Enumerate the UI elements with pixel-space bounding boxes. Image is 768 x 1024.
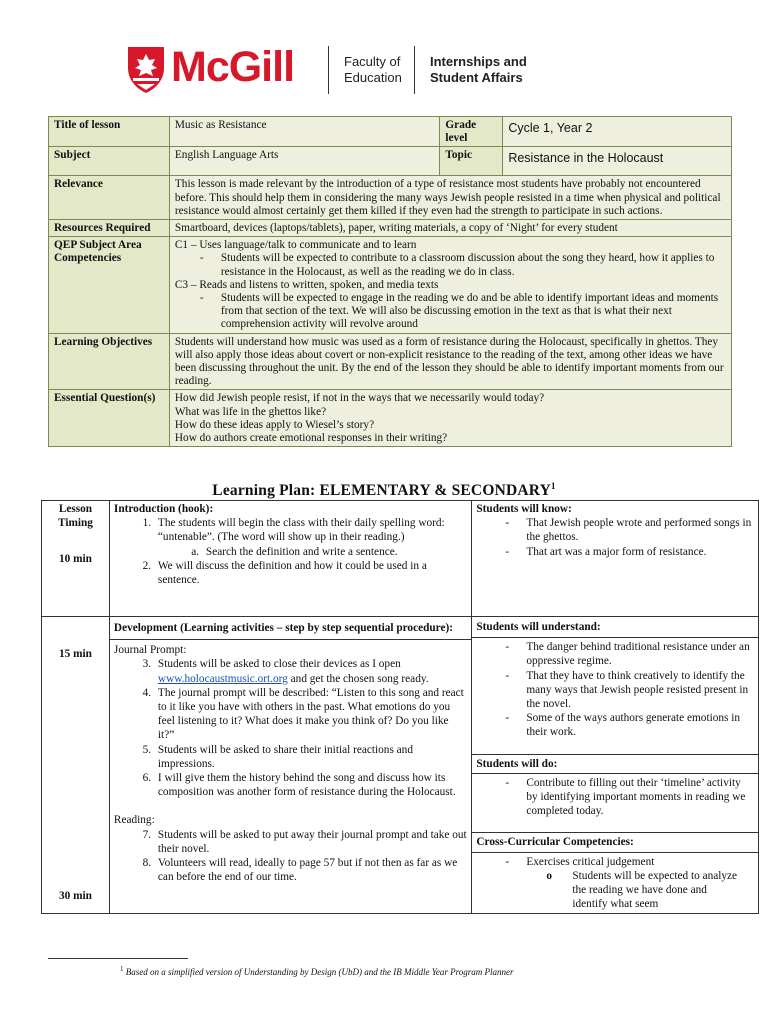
header-divider (414, 46, 415, 94)
ccc-header: Cross-Curricular Competencies: (476, 836, 634, 849)
qep-c3: C3 – Reads and listens to written, spoken, and media texts (174, 278, 439, 291)
understand-item: - The danger behind traditional resistance under an oppressive regime. (526, 640, 754, 668)
grade-value: Cycle 1, Year 2 (503, 117, 732, 147)
topic-label: Topic (440, 147, 503, 176)
questions-value (169, 390, 731, 447)
know-item: - That art was a major form of resistance. (526, 545, 754, 559)
dev-item: 6. I will give them the history behind the song and discuss how its composition was another form of resistance during the Holocaust. (154, 771, 467, 799)
resources-value: Smartboard, devices (laptops/tablets), paper, writing materials, a copy of ‘Night’ for every student (169, 220, 731, 237)
footnote-marker: 1 (551, 481, 556, 491)
know-header: Students will know: (476, 503, 572, 515)
timing-header: Lesson Timing 10 min (42, 501, 110, 617)
faculty-name: Faculty of Education (344, 54, 402, 85)
relevance-value: This lesson is made relevant by the introduction of a type of resistance most students have probably not encountered before. This should help them in considering the many ways Jewish people resisted in a time when physical and political resistance would almost certainly get them killed if they even had the strength to participate in such actions. (169, 176, 731, 220)
question-item: How did Jewish people resist, if not in the ways that we necessarily would today? (174, 392, 545, 405)
understand-item: - That they have to think creatively to identify the many ways that Jewish people resisted present in the novel. (526, 669, 754, 712)
ccc-subitem: o Students will be expected to analyze the reading we have done and identify what seem (546, 869, 738, 911)
question-item: What was life in the ghettos like? (174, 405, 327, 418)
dev-item: 8. Volunteers will read, ideally to page 57 but if not then as far as we can before the end of our time. (154, 856, 467, 884)
page-header (0, 0, 768, 112)
know-cell (472, 501, 759, 617)
mcgill-logo-text: McGill (171, 43, 295, 91)
dev-time-15: 15 min (58, 648, 92, 660)
intro-item: 2. We will discuss the definition and how it could be used in a sentence. (154, 559, 467, 587)
learning-plan-title: Learning Plan: ELEMENTARY & SECONDARY$^1$ (212, 481, 556, 500)
dev-time-30: 30 min (58, 890, 92, 903)
intro-item: 1. The students will begin the class with their daily spelling word: “untenable”. (The word will show up in their reading.) a. Search the definition and write a sentence. (154, 516, 467, 559)
qep-label: QEP Subject Area Competencies (49, 237, 170, 333)
learning-plan-table (41, 500, 759, 914)
resources-label: Resources Required (49, 220, 170, 237)
dev-timing-cell (42, 617, 110, 914)
unit-name: Internships and Student Affairs (430, 54, 527, 85)
question-item: How do authors create emotional responses in their writing? (174, 432, 448, 445)
dev-item: 3. Students will be asked to close their devices as I open www.holocaustmusic.ort.org and get the chosen song ready. (154, 657, 467, 685)
title-label: Title of lesson (49, 117, 170, 147)
title-value: Music as Resistance (169, 117, 440, 147)
subject-label: Subject (49, 147, 170, 176)
reading-label: Reading: (113, 814, 155, 827)
header-divider (328, 46, 329, 94)
ccc-item: - Exercises critical judgement (526, 855, 754, 869)
relevance-label: Relevance (49, 176, 170, 220)
intro-header: Introduction (hook): (113, 503, 214, 515)
qep-c1-item: - Students will be expected to contribute to a classroom discussion about the song they heard, how it applies to resistance in the Holocaust, as well as the reading we do in class. (221, 252, 727, 278)
understand-header: Students will understand: (476, 621, 601, 633)
qep-value (169, 237, 731, 333)
do-item: - Contribute to filling out their ‘timeline’ activity by identifying important moments in reading we completed today. (526, 776, 754, 819)
do-header: Students will do: (476, 757, 558, 770)
topic-value: Resistance in the Holocaust (503, 147, 732, 176)
qep-c1: C1 – Uses language/talk to communicate and to learn (174, 239, 417, 252)
outcomes-cell (472, 617, 759, 914)
bullet-o-icon: o (546, 869, 553, 882)
dev-item: 5. Students will be asked to share their initial reactions and impressions. (154, 743, 467, 771)
qep-c3-item: - Students will be expected to engage in the reading we do and be able to identify important ideas and moments from that section of the text. We will also be discussing emotion in the text as that is what their next comprehension activity will revolve around (221, 292, 727, 332)
footnote-rule (48, 958, 188, 959)
questions-label: Essential Question(s) (49, 390, 170, 447)
intro-subitem: a. Search the definition and write a sentence. (202, 545, 467, 559)
question-item: How do these ideas apply to Wiesel’s story? (174, 418, 375, 431)
understand-item: - Some of the ways authors generate emotions in their work. (526, 711, 754, 739)
dev-item: 7. Students will be asked to put away their journal prompt and take out their novel. (154, 828, 467, 856)
grade-label: Grade level (440, 117, 503, 147)
know-item: - That Jewish people wrote and performed songs in the ghettos. (526, 516, 754, 544)
dev-header: Development (Learning activities – step by step sequential procedure): (113, 622, 454, 634)
journal-label: Journal Prompt: (113, 644, 187, 657)
intro-cell (109, 501, 471, 617)
mcgill-shield-logo-icon (127, 46, 165, 94)
objectives-value: Students will understand how music was used as a form of resistance during the Holocaust, specifically in ghettos. They will also apply those ideas about covert or non-explicit resistance to the reading of the text, among other ideas we have been discussing throughout the unit. By the end of the lesson they should be able to identify important moments from our reading. (169, 333, 731, 390)
subject-value: English Language Arts (169, 147, 440, 176)
holocaust-music-link[interactable]: www.holocaustmusic.ort.org (157, 672, 288, 685)
footnote: $^1$ Based on a simplified version of Understanding by Design (UbD) and the IB Middle Year Program Planner (120, 965, 514, 977)
lesson-info-table (48, 116, 732, 447)
development-cell (109, 617, 471, 914)
objectives-label: Learning Objectives (49, 333, 170, 390)
intro-time: 10 min (58, 553, 92, 566)
dev-item: 4. The journal prompt will be described: “Listen to this song and react to it like you have with others in the past. What emotions do you feel listening to it? What does it make you think of? Do you like it?” (154, 686, 467, 743)
